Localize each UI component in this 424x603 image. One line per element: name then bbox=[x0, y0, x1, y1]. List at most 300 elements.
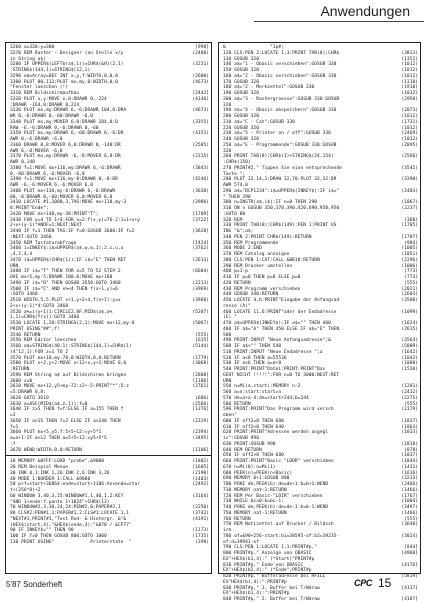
listing-checksum: (1833) bbox=[401, 430, 418, 436]
listing-code: RAW -6,-6:DRAWR 0,-6:DRAWR 0,-60 bbox=[10, 125, 99, 131]
listing-code: :DRAWR -164,0:DRAWR 0,224 bbox=[10, 102, 80, 108]
listing-code: 130 GOSUB 320 bbox=[223, 56, 259, 62]
listing-code: 290 a$="DCP1234":i$=UPPER$(INKEY$):IF i$=" bbox=[223, 188, 340, 194]
listing-code: 3520 a%=i(y+1)1:CIRCLE2,8F:MID$(a$,a% bbox=[10, 309, 113, 315]
listing-checksum: (3164) bbox=[192, 493, 209, 499]
listing-code: ic":GOSUB 990 bbox=[223, 436, 259, 441]
listing-checksum: (360) bbox=[404, 217, 418, 223]
listing-code: 260 PRINT TAB(8);CHR$(1)+STRING$(24,154) bbox=[223, 154, 334, 160]
listing-checksum: (1012) bbox=[401, 91, 418, 96]
listing-checksum: [998] bbox=[195, 45, 209, 50]
listing-checksum: (1080) bbox=[401, 361, 418, 367]
listing-checksum: (1012) bbox=[401, 68, 418, 73]
listing-code: URN bbox=[223, 378, 232, 384]
listing-separator bbox=[6, 455, 211, 456]
listing-checksum: (2394) bbox=[192, 430, 209, 436]
listing-column-left bbox=[5, 42, 212, 574]
listing-checksum: (2315) bbox=[192, 154, 209, 160]
listing-checksum: [1376] bbox=[192, 407, 209, 413]
listing-code: 350 REM Programmende bbox=[223, 240, 279, 246]
listing-code: 3510 WIDTH,5,5:PLOT x+1,y+2+4,f(x+1):y=x bbox=[10, 298, 121, 303]
listing-code: 3570 PLOT mx+10,my-70,0:WIDTH,0,0:RETURN bbox=[10, 355, 121, 361]
listing-checksum: (878) bbox=[404, 447, 418, 453]
listing-checksum: (3762) bbox=[192, 246, 209, 252]
listing-code: 400 p=1-p bbox=[223, 269, 248, 275]
listing-checksum: [1106] bbox=[192, 378, 209, 384]
listing-checksum: [1424] bbox=[192, 240, 209, 246]
listing-code: 320 REM bbox=[223, 217, 243, 223]
listing-code: 60 WINDOW 3,40,3,25:WINDOW#1,1,40,1,2:KEY bbox=[10, 493, 124, 499]
listing-code: 30 INK 0,1:INK 1,26:INK 2,6:INK 3,26 bbox=[10, 470, 110, 476]
listing-code: 3650 IF a>15 THEN f=2 ELSE IF a>240 THEN bbox=[10, 418, 121, 424]
listing-checksum: (3390) bbox=[401, 177, 418, 183]
listing-code: & "1p#; bbox=[223, 45, 284, 50]
listing-code: 180 a$="2 - Merkzettel":GOSUB 330 bbox=[223, 85, 315, 91]
listing-code: 8:PRINT"Ende"; bbox=[10, 206, 49, 211]
listing-code: 160 a$="2 - Obasic verschieben":GOSUB 330 bbox=[223, 73, 337, 79]
listing-code: 620 PRINT:PRINT"Adressen werden angegl bbox=[223, 430, 329, 436]
listing-checksum: (1802) bbox=[192, 459, 209, 465]
listing-checksum: (1051) bbox=[401, 252, 418, 257]
page-number: 15 bbox=[378, 576, 392, 590]
listing-code: 3440 IF f=1 THEN TAG:IF f=0:GOSUB 3600:IF f=2 bbox=[10, 229, 135, 234]
listing-code: 3300 PLOT 80,112:PLOT mx,my,0:WIDTH,0,0 bbox=[10, 79, 118, 85]
listing-checksum: (1403) bbox=[192, 476, 209, 482]
listing-checksum: (2488) bbox=[192, 50, 209, 56]
listing-checksum: (2895) bbox=[401, 142, 418, 148]
listing-code: WR 0,-6:DRAWR 0,-60:DRAWR -6,0 bbox=[10, 114, 93, 119]
listing-checksum: (984) bbox=[404, 240, 418, 246]
listing-code: 3420 MOVE mx+148,my-38:PRINT"T"; bbox=[10, 211, 99, 217]
listing-code: 190 a$="4 - Obasic abspeichern":GOSUB 330 bbox=[223, 108, 337, 114]
listing-code: 3500 IF i$="C" AND x%<4 THEN f(x+1,y)=6 bbox=[10, 286, 118, 292]
listing-code: :CHR$(150) bbox=[223, 160, 251, 165]
listing-code: 520 IF a<8 THEN a=55536 bbox=[223, 355, 287, 361]
listing-code: 270 PRINT#2," Tippen Sie eine entsprechende bbox=[223, 165, 342, 171]
listing-code: 3410 LOCATE #1,1000,3,TAG:MOVE mx+118,my-3 bbox=[10, 200, 127, 206]
listing-code: 320 bbox=[223, 102, 232, 108]
listing-code: "AND 1+ende:f.panto 1+1024"+CHR$(13) bbox=[10, 499, 110, 505]
listing-checksum: (4246) bbox=[192, 177, 209, 183]
listing-code: =3 bbox=[10, 413, 16, 418]
listing-code: 500 bbox=[223, 332, 232, 338]
listing-code: 100 IF f=0 THEN GOSUB 800:GOTO 1000 bbox=[10, 534, 107, 539]
listing-code: :STRING$(144,1)=STRING$(12,1) bbox=[10, 68, 91, 73]
listing-code: 280 PLOT 32,14,1:DRAW 32,70:PLOT 32,32:DR bbox=[223, 177, 337, 183]
listing-code: 3380 f=1:MOVE mx+116,my:DRAWR 6,-6:DRAWR bbox=[10, 165, 121, 171]
listing-checksum: (2432) bbox=[401, 390, 418, 395]
listing-checksum: (5009) bbox=[401, 344, 418, 349]
listing-code: 660 PRINT:PRINT"Basic "LDDR" verschieben bbox=[223, 459, 334, 464]
listing-checksum: (2466) bbox=[401, 482, 418, 487]
listing-code: (HEX$(start,4),"&HEX$(ende,4):"&878 / &CF77" bbox=[10, 522, 132, 528]
listing-code: oben" bbox=[223, 413, 237, 418]
listing-code: 3470 i$=UPPER$(CHR$(1)):IF i$="E" THEN RET bbox=[10, 257, 127, 263]
listing-checksum: (1705) bbox=[401, 223, 418, 229]
issue-label: 5'87 Sonderheft bbox=[6, 580, 63, 589]
listing-checksum: (1310) bbox=[401, 79, 418, 85]
listing-checksum: (3843) bbox=[192, 165, 209, 171]
listing-code: 170 GOSUB 320 bbox=[223, 79, 259, 85]
listing-checksum: (1863) bbox=[401, 424, 418, 430]
listing-code: ,4,2,4,4 bbox=[10, 252, 33, 257]
listing-checksum: (2492) bbox=[192, 482, 209, 488]
listing-code: :NEXT:GOTO 3460 bbox=[10, 234, 52, 240]
listing-checksum: (2275) bbox=[401, 395, 418, 401]
listing-checksum: (3508) bbox=[401, 298, 418, 303]
listing-code: EX"HEX$(bi,4):":PRINT#p bbox=[223, 579, 287, 585]
listing-checksum: [1709] bbox=[192, 211, 209, 217]
listing-code: 3330 PLOT mx,my:DRAWR 6,-6:DRAWR 104,0:DRA bbox=[10, 108, 127, 114]
listing-checksum: (3648) bbox=[401, 522, 418, 528]
listing-checksum: (2329) bbox=[192, 418, 209, 424]
listing-code: 3670 WEND:WIDTH,0,0:RETURN bbox=[10, 447, 82, 453]
listing-code: EX"+HEX$(b1,4):" (*Start)"PRINT#p bbox=[223, 556, 315, 562]
listing-code: 3530 LOCATE 1,20:STRINGS(2,1):MOVE mx+12,my-8 bbox=[10, 321, 135, 326]
listing-checksum: (6604) bbox=[192, 269, 209, 275]
listing-checksum: (555) bbox=[404, 280, 418, 286]
listing-checksum: (2469) bbox=[401, 131, 418, 137]
listing-code: 370 REM Catalog anzeigen bbox=[223, 252, 290, 257]
listing-checksum: (2296) bbox=[401, 257, 418, 263]
listing-code: (E) " bbox=[223, 315, 237, 321]
listing-code: 680 PEEK(n)=PEEK(n+Basic) bbox=[223, 470, 293, 476]
listing-checksum: (1352) bbox=[401, 56, 418, 62]
listing-code: 730 WHILE bc>0:b=bc-1: bbox=[223, 499, 284, 505]
listing-code: 570 de=a+a-4:de=start+244:b=244 bbox=[223, 395, 309, 401]
listing-code: 750 MEMORY nat-1:RETURN bbox=[223, 510, 287, 516]
listing-code: "Fenster loeschen (!) bbox=[10, 85, 69, 91]
listing-code: of:d=39941-of bbox=[223, 539, 259, 545]
listing-checksum: (1466) bbox=[401, 510, 418, 516]
listing-checksum: (1099) bbox=[401, 309, 418, 315]
listing-checksum: (2566) bbox=[192, 401, 209, 407]
listing-code: 3320 PLOT x,y:MOVE x,0:DRAWR 0,-224 bbox=[10, 96, 107, 102]
listing-code: in String a$) bbox=[10, 56, 46, 62]
listing-code: 430 REM Programm verschieben bbox=[223, 286, 301, 292]
listing-code: 830 PRINT#p," 1. Buffer bei T/Wdraw bbox=[223, 585, 320, 591]
listing-code: 3350 PLOT mx,my:DRAWR 6,-60:DRAWR 6,-6:DR bbox=[10, 131, 124, 137]
listing-code: 150 GOSUB 320 bbox=[223, 68, 259, 73]
listing-code: 2+x+(y-1)*ANDF=1:NEXT:NEXT bbox=[10, 223, 82, 229]
listing-code: 3400 PLOT mx+136,my-8:DRAWR 6,-6:DRAWR bbox=[10, 188, 116, 194]
listing-code: GEHT NICHT !!!!!":FOR n=0 TO 3000:NEXT:RET bbox=[223, 372, 340, 378]
listing-checksum: (5144) bbox=[192, 344, 209, 349]
listing-checksum: (3742) bbox=[192, 511, 209, 516]
listing-code: 630 PRINT:GOSUB 990 bbox=[223, 441, 276, 447]
listing-code: resse (A)" bbox=[223, 303, 251, 309]
listing-code: 20 REM Beispiel Menue bbox=[10, 465, 69, 470]
listing-checksum: (1006) bbox=[401, 263, 418, 269]
listing-code: 3540 RETURN bbox=[10, 332, 41, 338]
listing-code: 190 GOSUB 320 bbox=[223, 91, 259, 96]
listing-checksum: (1642) bbox=[401, 349, 418, 355]
listing-code: :GOTO 80 bbox=[223, 211, 246, 217]
listing-code: 580 RETURN bbox=[223, 401, 251, 407]
listing-code: 3430 FOR y=4 TO 1+4:FOR x=2:f(x,y)=76-2:1=1+x+y bbox=[10, 217, 140, 223]
listing-checksum: [3620] bbox=[192, 229, 209, 234]
listing-checksum: (2585) bbox=[192, 142, 209, 148]
listing-checksum: (1005) bbox=[401, 246, 418, 252]
listing-checksum: (2213) bbox=[192, 280, 209, 286]
listing-checksum: (2237) bbox=[401, 206, 418, 211]
listing-checksum: (3630) bbox=[192, 188, 209, 194]
listing-code: 650 IF off2>0 THEN 680 bbox=[223, 453, 284, 459]
listing-checksum: (4673) bbox=[192, 79, 209, 85]
listing-checksum: (4191) bbox=[192, 516, 209, 522]
listing-code: 3620 GOTO 3610 bbox=[10, 395, 49, 401]
listing-code: 740 POKE de,PEEK(b):de=de-1:b=b-1:WEND bbox=[223, 505, 329, 510]
listing-code: 330 PRINT TAB(8);CHR$(149):PEN 1:PRINT US bbox=[223, 223, 337, 229]
listing-code: 3390 f=1:MOVE mx+116,my-8:DRAWR 0,-8:DR bbox=[10, 177, 118, 183]
listing-checksum: (3355) bbox=[192, 119, 209, 125]
listing-checksum: [3722] bbox=[192, 217, 209, 223]
listing-code: (4"12,1):FOR z=1 TO 2 bbox=[10, 349, 69, 355]
listing-checksum: [4137] bbox=[401, 585, 418, 591]
listing-code: 3640 IF z>5 THEN f=f:ELSE IF a=155 THEN f bbox=[10, 407, 124, 413]
listing-code: 690 MEMORY 0+1:GOSUB 890 bbox=[223, 476, 290, 482]
listing-code: 3450 REM Tastaturabfrage bbox=[10, 240, 77, 246]
listing-checksum: (1173) bbox=[192, 528, 209, 534]
listing-checksum: (1779) bbox=[192, 355, 209, 361]
listing-checksum: (1431) bbox=[401, 464, 418, 470]
listing-code: 800 PRINT#p," Anzeige von OBASIC bbox=[223, 551, 312, 556]
listing-code: Taste "; bbox=[223, 171, 246, 177]
listing-code: 3550 REM Editor loeschen bbox=[10, 338, 77, 344]
listing-code: AWR 0,140 bbox=[10, 160, 35, 165]
listing-line bbox=[10, 540, 209, 546]
listing-checksum: (3495) bbox=[192, 436, 209, 441]
listing-checksum: (2073) bbox=[401, 108, 418, 114]
listing-line bbox=[10, 448, 209, 454]
listing-code: 780 of=&90+256-start:bi=38595-of:b2=39235- bbox=[223, 533, 340, 539]
listing-code: 360 MODE 2:END bbox=[223, 246, 262, 252]
listing-checksum: [844] bbox=[404, 545, 418, 551]
listing-code: 70 WINDOW#2,3,38,24,24:PEN#2,0:PAPER#2,1 bbox=[10, 505, 121, 511]
listing-checksum: (3564) bbox=[401, 338, 418, 344]
listing-code: 840 PRINT#p," 2. Buffer bei T/Wdraw bbox=[223, 597, 320, 602]
listing-code: 540 PRINT:PRINT"Datei:PRINT:PRINT"Das bbox=[223, 367, 326, 372]
page-header bbox=[0, 0, 424, 22]
listing-checksum: (2403) bbox=[401, 188, 418, 194]
listing-checksum: [615] bbox=[195, 338, 209, 344]
header-rule bbox=[254, 21, 424, 22]
listing-code: 420 RETURN bbox=[223, 280, 251, 286]
listing-checksum: (1731) bbox=[401, 119, 418, 125]
listing-code: 760 RETURN bbox=[223, 516, 251, 522]
listing-checksum: (3542) bbox=[401, 165, 418, 171]
listing-code: =5:DRAWR 0,8: bbox=[10, 390, 46, 395]
listing-code: 510 PRINT:INPUT "Neue Endadresse ";a bbox=[223, 349, 323, 355]
listing-code: 640 REM RETURN bbox=[223, 447, 262, 453]
listing-checksum: (2958) bbox=[401, 96, 418, 102]
listing-checksum: (2600) bbox=[192, 73, 209, 79]
listing-code: 3280 IF UPPER$(LEFT$(a$,1))=CHR$(&H)(2,1) bbox=[10, 62, 124, 68]
listing-code: 720 REM Per Basic-"LDIR" verschieben bbox=[223, 493, 323, 499]
listing-checksum: (1910) bbox=[401, 85, 418, 91]
listing-checksum: (3024) bbox=[401, 533, 418, 539]
listing-checksum: [4960] bbox=[401, 551, 418, 556]
listing-checksum: (773) bbox=[404, 275, 418, 280]
listing-code: 790 CLS:PEN 1:LOCATE 1,1:PRINT#p," bbox=[223, 545, 318, 551]
listing-code: 600 IF off2=0 THEN 680 bbox=[223, 418, 284, 424]
listing-checksum: (2566) bbox=[401, 154, 418, 160]
listing-checksum: (1616) bbox=[401, 470, 418, 476]
listing-checksum: (2021) bbox=[401, 286, 418, 292]
listing-checksum: (1012) bbox=[401, 73, 418, 79]
listing-code: 0,-80:DRAWR 6,-6:MOVER -6,0 bbox=[10, 171, 85, 177]
listing-checksum: (1837) bbox=[401, 453, 418, 459]
listing-checksum: (1281) bbox=[401, 384, 418, 390]
listing-code: 3600 z=0 bbox=[10, 378, 33, 384]
listing-code: 300 n=INSTR(a$,i$):IF n=0 THEN 290 bbox=[223, 200, 318, 206]
listing-checksum: (686) bbox=[195, 395, 209, 401]
listing-code: 490 PRINT:INPUT "Neue Anfangsadresse";& bbox=[223, 338, 331, 344]
listing-code: 200 GOSUB 320 bbox=[223, 114, 259, 119]
listing-code: 120 CLS:PEN 2:LOCATE 1,3:PRINT TAB(8);CHR$ bbox=[223, 50, 340, 56]
listing-checksum: (4146) bbox=[192, 96, 209, 102]
listing-code: 80 CLS#2:PEN#1,1:PAPER#1,2:CLS#1:LOCATE 1,1 bbox=[10, 511, 129, 516]
listing-checksum: (3813) bbox=[401, 50, 418, 56]
listing-code: AWR -6,-6:MOVER 6,-6:MOVER 6,0 bbox=[10, 183, 93, 188]
listing-code: EX"+HEX$(b1,4):":PRINT#p bbox=[223, 591, 290, 597]
listing-code: 380 CLS:PEN 1:CAT:CALL &BB18:RETURN bbox=[223, 257, 320, 263]
listing-checksum: (2761) bbox=[192, 384, 209, 390]
listing-checksum: (5287) bbox=[192, 309, 209, 315]
listing-code: EX"+HEX$(b2,4):" (*Ende";PRINT#p bbox=[223, 568, 312, 574]
listing-code: 3590 REM String a$ auf Bildschirme bringen bbox=[10, 372, 127, 378]
listing-checksum: [5819] bbox=[401, 574, 418, 579]
listing-checksum: (1624) bbox=[401, 321, 418, 326]
listing-code: AWR 574,0 bbox=[223, 183, 248, 188]
listing-checksum: (2190) bbox=[192, 470, 209, 476]
section-title: Anwendungen bbox=[320, 3, 410, 19]
listing-code: 530 IF a<6 THEN a=a+8 bbox=[223, 361, 282, 367]
listing-code: 450 LOCATE 4,6:PRINT"Eingabe der Anfangsad bbox=[223, 298, 340, 303]
listing-code: 3490 IF i$="D" THEN GOSUB 3550:GOTO 3460 bbox=[10, 280, 121, 286]
listing-code: PRINT USING"##";f! bbox=[10, 326, 60, 332]
listing-code: a=a+1:IF a<12 THEN a=5+5+12:=y5+5*5 bbox=[10, 436, 107, 441]
listing-checksum: (3068) bbox=[192, 361, 209, 367]
listing-checksum: (1067) bbox=[401, 200, 418, 206]
listing-code: 110 PRINT USING" Printerstate " bbox=[10, 539, 132, 545]
listing-checksum: (3233) bbox=[401, 476, 418, 482]
listing-checksum: (2179) bbox=[401, 407, 418, 413]
listing-checksum: (2603) bbox=[401, 292, 418, 298]
listing-checksum: (1012) bbox=[401, 114, 418, 119]
listing-code: 3360 DRAWR 0,8:MOVER 6,0:DRAWR 0,-148:DR bbox=[10, 142, 121, 148]
listing-checksum: (555) bbox=[195, 332, 209, 338]
listing-code: 410 IF p=0 THEN p=8 ELSE p=0 bbox=[223, 275, 301, 280]
listing-code: 550 n=Mi(a,start):MEMORY n-2 bbox=[223, 384, 301, 390]
listing-code: 390 REM Drucker umstellen bbox=[223, 263, 293, 269]
listing-code: 3460 i=INKEY$:i$=UPPER$(a$,w,w,1);2,c,u,u bbox=[10, 246, 124, 252]
listing-checksum: (1004) bbox=[401, 499, 418, 505]
listing-checksum: (5067) bbox=[192, 321, 209, 326]
listing-checksum: (1837) bbox=[401, 418, 418, 424]
listing-code: 770 REM Notizettel auf Drucker / Bildsch bbox=[223, 522, 334, 528]
listing-code: 230 a$="5 - Printer on / off":GOSUB 330 bbox=[223, 131, 331, 137]
listing-code: 2+x+(y-1)*4:GOTO 3460 bbox=[10, 303, 69, 309]
listing-code: 320 bbox=[223, 148, 232, 154]
listing-code: 480 IF a$="A" THEN 450 ELSE IF a$="E" THEN bbox=[223, 326, 340, 332]
listing-code: 3270 REM Raster - Designer (an Stelle x/y bbox=[10, 50, 124, 56]
listing-checksum: (1012) bbox=[401, 125, 418, 131]
listing-checksum: (3497) bbox=[401, 505, 418, 510]
listing-code: 500 IF a$<"" THEN 540 bbox=[223, 344, 282, 349]
listing-code: OVE mx+5,my-5:DRAWR 100,0:MOVE mx+108 bbox=[10, 275, 113, 280]
listing-checksum: (2615) bbox=[401, 326, 418, 332]
listing-code: AWR 0,-6:DRAWR -6,0 bbox=[10, 137, 63, 142]
listing-code: :RETURN bbox=[10, 367, 30, 372]
listing-code: 460 LOCATE 11,6:PRINT"oder der Endadresse bbox=[223, 309, 337, 315]
listing-checksum: (1042) bbox=[401, 355, 418, 361]
listing-code: AWR 6,-8:MOVER -6,0 bbox=[10, 148, 63, 154]
listing-code: 210 a$="C - Cat":GOSUB 330 bbox=[223, 119, 295, 125]
listing-code: 3630 a=ASC(MID$(a$,z,1)):f=0 bbox=[10, 401, 88, 407]
listing-checksum: (555) bbox=[404, 516, 418, 522]
listing-checksum: [1605] bbox=[192, 465, 209, 470]
listing-code: 1,1)=CHR$(f(x)):GOTO 3460 bbox=[10, 315, 80, 321]
listing-code: f=1 bbox=[10, 424, 19, 430]
listing-checksum: (1735) bbox=[192, 534, 209, 539]
listing-code: 80,-8:DRAWR 0,-60:MOVER 6,0:MOVER 6,0 bbox=[10, 194, 113, 200]
listing-code: 240 GOSUB 320 bbox=[223, 137, 259, 142]
listing-code: t+(256*8)+2 bbox=[10, 488, 41, 493]
listing-line bbox=[223, 597, 418, 603]
listing-code: 40 MODE 1:BORDER 1:CALL &9000 bbox=[10, 476, 91, 482]
listing-code: 3260 a=320:y=300 bbox=[10, 45, 55, 50]
listing-code: 700 POKE de,PEEK(b):de=de+1:b=b+1:WEND bbox=[223, 482, 329, 487]
listing-code: 340 PEN 2:PRINT CHR$(149):RETURN bbox=[223, 234, 312, 240]
listing-code: 3580 PLOT x+2,y+2:MOVE x+12+x,y+2:MOVE 0,0 bbox=[10, 361, 127, 367]
listing-code: 140 a$="1 - Obasic verschieben":GOSUB 330 bbox=[223, 62, 337, 68]
listing-checksum: (1844) bbox=[401, 459, 418, 464]
listing-code: 90 IF INKEY$="" THEN 90 bbox=[10, 528, 74, 534]
listing-code: 820 PRINT#p," Bufferadresse bei RFILL bbox=[223, 574, 326, 579]
listing-checksum: (4673) bbox=[192, 108, 209, 114]
listing-checksum: (773) bbox=[404, 269, 418, 275]
listing-code: 200 a$="3 - Rastergroesse":GOSUB 330:GOSUB bbox=[223, 96, 340, 102]
listing-checksum: (398) bbox=[195, 539, 209, 545]
listing-code: URN bbox=[10, 263, 19, 269]
listing-code: 3480 IF i$="T" THEN FOR z=5 TO 52 STEP 2 bbox=[10, 269, 121, 275]
listing-code: 3370 PLOT mx,my:DRAWR -6,-8:MOVER 6,8:DR bbox=[10, 154, 121, 160]
listing-checksum: (1520) bbox=[401, 367, 418, 372]
listing-code: 3310 REM Bildschirmaufbau bbox=[10, 91, 80, 96]
listing-code: 3290 a$=Array=DEF INT x,y,f:WIDTH,0,0,0 bbox=[10, 73, 118, 79]
listing-checksum: [1106] bbox=[192, 447, 209, 453]
listing-checksum: (3969) bbox=[192, 286, 209, 292]
listing-checksum: (555) bbox=[404, 401, 418, 407]
listing-code: 310 ON n GOSUB 350,370,390,420,690,950,950 bbox=[223, 206, 340, 211]
listing-checksum: (1012) bbox=[401, 62, 418, 68]
listing-checksum: (2613) bbox=[192, 257, 209, 263]
listing-checksum: (1767) bbox=[401, 493, 418, 499]
listing-code: :GOTO 3460 bbox=[10, 292, 38, 298]
listing-checksum: [1787] bbox=[401, 234, 418, 240]
listing-code: 710 MEMORY nat-1:RETURN bbox=[223, 487, 287, 493]
listing-code: 3610 MOVE mx+12,y5+my-72:z2+-5:PRINT"*";5:z bbox=[10, 384, 129, 390]
listing-code: 610 IF off2<0 THEN 640 bbox=[223, 424, 284, 430]
listing-code: 470 a$=UPPER$(INKEY$):IF a$="" THEN 460 bbox=[223, 321, 331, 326]
listing-code: 220 GOSUB 320 bbox=[223, 125, 259, 131]
listing-checksum: [4187] bbox=[401, 597, 418, 602]
listing-checksum: (3960) bbox=[192, 298, 209, 303]
listing-checksum: (2250) bbox=[192, 505, 209, 511]
listing-checksum: (4153) bbox=[192, 131, 209, 137]
listing-code: 10 MEMORY &8FFF:LOAD "probe",&9000 bbox=[10, 459, 105, 465]
